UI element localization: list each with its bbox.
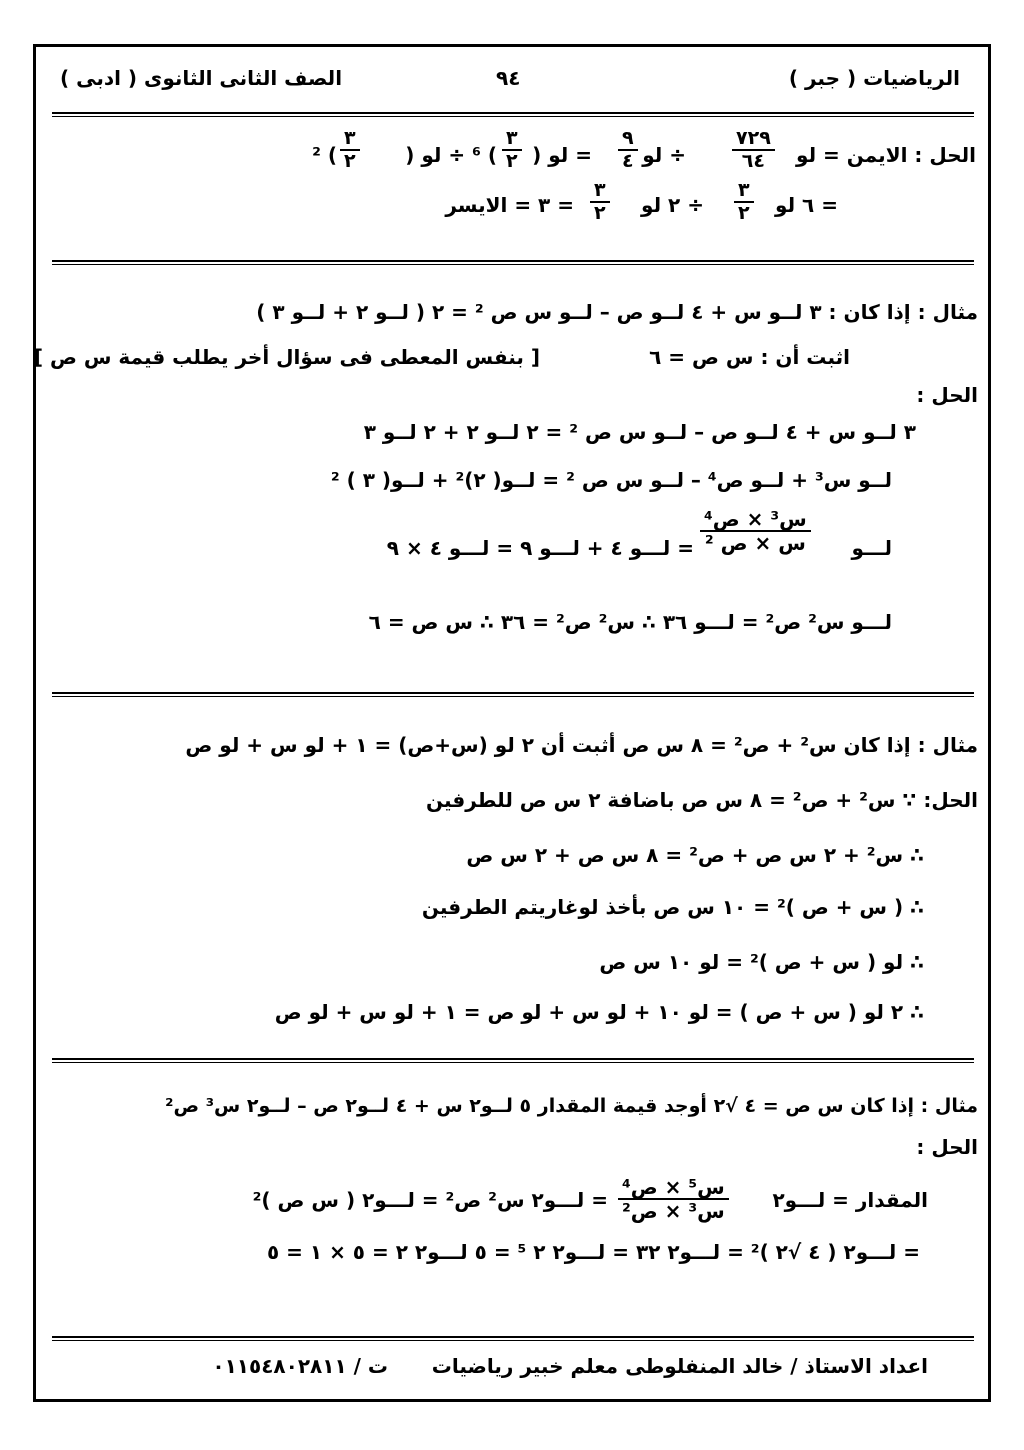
header-subject: الرياضيات ( جبر ) [788, 66, 960, 90]
fraction-numerator: ٣ [734, 180, 754, 203]
example-4-line1-prefix: المقدار = لـــو٢ [772, 1188, 928, 1212]
example-4-line1-rest: = لـــو٢ س² ص² = لـــو٢ ( س ص )² [252, 1188, 608, 1212]
fraction-example-4 [618, 1176, 729, 1222]
solution-label: الحل : [916, 383, 978, 407]
example-3-step1: ∴ س² + ٢ س ص + ص² = ٨ س ص + ٢ س ص [466, 843, 924, 867]
section1-eq-log: = لو ( [532, 143, 592, 167]
section1-end: ) ² [312, 143, 337, 167]
example-3-step3: ∴ لو ( س + ص )² = لو ١٠ س ص [599, 950, 924, 974]
fraction-numerator: ٣ [502, 128, 522, 151]
example-2-note: [ بنفس المعطى فى سؤال أخر يطلب قيمة س ص ] [33, 345, 540, 369]
fraction-step3 [700, 508, 811, 554]
example-3-step4: ∴ ٢ لو ( س + ص ) = لو ١٠ + لو س + لو ص = ١ + لو س + لو ص [274, 1000, 924, 1024]
fraction-3-2 [502, 128, 522, 172]
example-2-step4: لـــو س² ص² = لـــو ٣٦ ∴ س² ص² = ٣٦ ∴ س ص = ٦ [368, 610, 892, 634]
section1-line1-prefix: الحل : الايمن = لو [796, 143, 976, 167]
fraction-denominator: ٦٤ [741, 149, 765, 172]
example-2-step3-rest: = لـــو ٤ + لـــو ٩ = لـــو ٤ × ٩ [386, 536, 694, 560]
example-2-prove: اثبت أن : س ص = ٦ [649, 345, 850, 369]
fraction-denominator: ٢ [344, 149, 356, 172]
example-2-step2: لــو س³ + لــو ص⁴ – لــو س ص ² = لــو( ٢)² + لــو( ٣ ) ² [330, 468, 892, 492]
fraction-numerator: ٣ [590, 180, 610, 203]
fraction-numerator: ٩ [618, 128, 638, 151]
example-2-step1: ٣ لــو س + ٤ لــو ص – لــو س ص ² = ٢ لــو ٢ + ٢ لــو ٣ [363, 420, 916, 444]
fraction-denominator: ٢ [594, 201, 606, 224]
fraction-denominator: ٤ [622, 149, 634, 172]
divider [52, 692, 974, 697]
section1-line2-end: = ٣ = الايسر [445, 193, 574, 217]
solution-label: الحل : [916, 1135, 978, 1159]
example-2-step3-log: لـــو [851, 536, 892, 560]
fraction-numerator: س⁵ × ص⁴ [618, 1176, 729, 1200]
fraction-denominator: س × ص ² [704, 531, 806, 555]
header-page-number: ٩٤ [496, 66, 521, 90]
fraction-3-2 [734, 180, 754, 224]
example-3-step2: ∴ ( س + ص )² = ١٠ س ص بأخذ لوغاريتم الطرفين [421, 895, 924, 919]
section1-mid: ) ⁶ ÷ لو ( [405, 143, 497, 167]
fraction-3-2 [340, 128, 360, 172]
fraction-numerator: ٧٢٩ [732, 128, 775, 151]
fraction-denominator: ٢ [506, 149, 518, 172]
fraction-729-64 [732, 128, 775, 172]
header-grade: الصف الثانى الثانوى ( ادبى ) [60, 66, 343, 90]
fraction-numerator: س³ × ص⁴ [700, 508, 811, 532]
example-3-solution: الحل: ∵ س² + ص² = ٨ س ص باضافة ٢ س ص للطرفين [425, 788, 978, 812]
section1-line2-mid: ÷ ٢ لو [641, 193, 704, 217]
fraction-denominator: س³ × ص² [622, 1199, 725, 1223]
fraction-3-2 [590, 180, 610, 224]
divider [52, 1058, 974, 1063]
section1-div-log: ÷ لو [642, 143, 686, 167]
example-2-statement: مثال : إذا كان : ٣ لــو س + ٤ لــو ص – لــو س ص ² = ٢ ( لــو ٢ + لــو ٣ ) [256, 300, 978, 324]
divider [52, 112, 974, 117]
fraction-numerator: ٣ [340, 128, 360, 151]
footer-title: معلم خبير رياضيات [431, 1354, 618, 1378]
footer-author: اعداد الاستاذ / خالد المنفلوطى [625, 1354, 928, 1378]
example-4-line2: = لـــو٢ ( ٤ √٢ )² = لـــو٢ ٣٢ = لـــو٢ ٢ ⁵ = ٥ لـــو٢ ٢ = ٥ × ١ = ٥ [266, 1240, 920, 1264]
fraction-denominator: ٢ [738, 201, 750, 224]
example-4-statement: مثال : إذا كان س ص = ٤ √٢ أوجد قيمة المقدار ٥ لــو٢ س + ٤ لــو٢ ص – لــو٢ س³ ص² [165, 1095, 978, 1117]
fraction-9-4 [618, 128, 638, 172]
footer-phone: ت / ٠١١٥٤٨٠٢٨١١ [212, 1354, 388, 1378]
section1-line2-start: = ٦ لو [775, 193, 838, 217]
divider [52, 1336, 974, 1341]
divider [52, 260, 974, 265]
example-3-statement: مثال : إذا كان س² + ص² = ٨ س ص أثبت أن ٢ لو (س+ص) = ١ + لو س + لو ص [185, 733, 978, 757]
